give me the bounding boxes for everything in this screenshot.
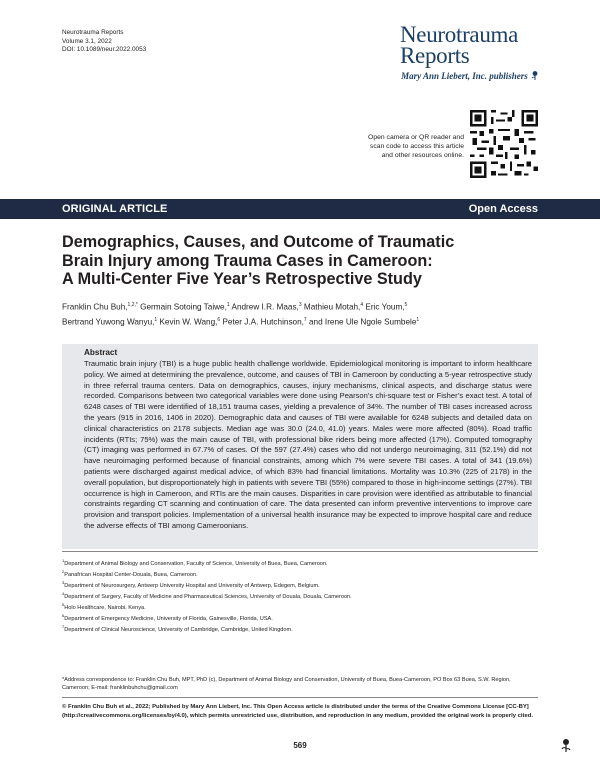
author-name: Germain Sotoing Taiwe, (137, 302, 227, 312)
author-line2 (62, 314, 542, 329)
logo-line2: Reports (400, 43, 470, 68)
author-name: Mathieu Motah, (301, 302, 361, 312)
author-name: Andrew I.R. Maas, (229, 302, 299, 312)
affiliation-item: $^7$Department of Clinical Neuroscience, University of Cambridge, Cambridge, United Kingdom. (62, 624, 293, 634)
author-affil: 1 (226, 302, 230, 308)
journal-doi: DOI: 10.1089/neur.2022.0053 (62, 46, 147, 54)
author-affil: 6 (217, 316, 221, 323)
article-type-label: ORIGINAL ARTICLE (62, 203, 168, 215)
publisher-tagline (400, 70, 540, 81)
author-name: and Irene Ule Ngole Sumbele (306, 317, 417, 327)
affiliation-item: $^2$Panafrican Hospital Center-Douala, Buea, Cameroon. (62, 569, 198, 578)
logo-line1: Neurotrauma (400, 22, 519, 47)
journal-logo (400, 24, 540, 81)
logo-title (400, 24, 540, 66)
affiliation-item: $^6$Department of Emergency Medicine, University of Florida, Gainesville, Florida, USA. (62, 613, 273, 623)
publisher-name: Mary Ann Liebert, Inc. publishers (401, 71, 528, 81)
author-affil: 7 (303, 316, 307, 323)
author-affil: 1,2,* (127, 302, 138, 308)
correspondence-note: *Address correspondence to: Franklin Chu Buh, MPT, PhD (c), Department of Animal Biology and Conservation, University of Buea, Buea-Cameroon, PO Box 63 Buea, S.W. Region, Cameroon; E-mail: franklinbuhchu@gmail.com (62, 677, 511, 692)
title-line1: Demographics, Causes, and Outcome of Traumatic (62, 233, 455, 251)
abstract-box (62, 344, 538, 549)
journal-meta (62, 29, 146, 55)
journal-name: Neurotrauma Reports (62, 29, 124, 36)
author-affil: 5 (404, 302, 408, 308)
author-name: Franklin Chu Buh, (62, 302, 128, 312)
affiliations (62, 557, 538, 634)
author-name: Peter J.A. Hutchinson, (220, 317, 304, 327)
author-affil: 3 (298, 302, 302, 308)
author-line1 (62, 299, 542, 314)
author-name: Bertrand Yuwong Wanyu, (62, 317, 155, 327)
qr-instructions (340, 133, 464, 160)
title-line3: A Multi-Center Five Year’s Retrospective Study (62, 270, 422, 289)
qr-note-line2: scan code to access this article (369, 143, 464, 150)
publisher-flower-icon (560, 738, 572, 752)
qr-code-icon[interactable] (470, 110, 538, 178)
author-affil: 1 (416, 316, 420, 323)
author-name: Eric Youm, (363, 302, 405, 312)
publisher-flower-icon (530, 70, 540, 80)
affiliation-item: $^3$Department of Neurosurgery, Antwerp University Hospital and University of Antwerp, Edegem, Belgium. (62, 580, 320, 589)
divider (62, 697, 538, 698)
journal-volume: Volume 3.1, 2022 (62, 37, 112, 45)
abstract-text: Traumatic brain injury (TBI) is a huge public health challenge worldwide. Epidemiological monitoring is important to inform healthcare policy. We aimed at determining the prevalence, outcome, and causes of TBI in Cameroon by conducting a 5-year retrospective study in three referral trauma centers. Data on demographics, causes, injury mechanisms, clinical aspects, and discharge status were recorded. Comparisons between two categorical variables were done using Pearson’s chi-square test or Fisher’s exact test. A total of 6248 cases of TBI were identified of 18,151 trauma cases, yielding a prevalence of 34%. The number of TBI cases increased across the years (915 in 2016, 1406 in 2020). Demographic data and causes of TBI were available for 6248 subjects and detailed data on clinical characteristics on 2178 subjects. Median age was 30.0 (24.0, 41.0) years. Males were more affected (80%). Road traffic incidents (RTIs; 75%) was the main cause of TBI, with professional bike riders being more affected (17%). Computed tomography (CT) imaging was performed in 67.7% of cases. Of the 597 (27.4%) cases who did not undergo neuroimaging, 311 (52.1%) did not have neuroimaging performed because of financial constraints, among which 7% were severe TBI cases. A total of 341 (19.6%) patients were discharged against medical advice, of which 83% had financial limitations. Mortality was 10.3% (225 of 2178) in the overall population, but disproportionately high in patients with severe TBI (55%) compared to those in high-income settings (27%). TBI occurrence is high in Cameroon, and RTIs are the main causes. Disparities in care provision were identified as attributable to financial constraints regarding CT scanning and continuation of care. The data presented can inform preventive interventions to improve care provision and transport policies. Implementation of a universal health insurance may be expected to improve hospital care and reduce the adverse effects of TBI among Cameroonians. (84, 359, 532, 530)
author-name: Kevin W. Wang, (157, 317, 218, 327)
article-type-band (0, 199, 600, 219)
author-affil: 1 (154, 316, 158, 323)
abstract-heading: Abstract (84, 348, 118, 357)
author-list (62, 299, 542, 328)
qr-note-line1: Open camera or QR reader and (368, 134, 464, 141)
affiliation-item: $^5$Holo Healthcare, Nairobi, Kenya. (62, 602, 146, 612)
title-line2: Brain Injury among Trauma Cases in Cameroon: (62, 251, 433, 270)
page-number: 569 (293, 741, 307, 750)
affiliation-item: $^4$Department of Surgery, Faculty of Medicine and Pharmaceutical Sciences, University of Douala, Douala, Cameroon. (62, 591, 352, 601)
open-access-label: Open Access (468, 203, 538, 215)
affiliation-item: $^1$Department of Animal Biology and Conservation, Faculty of Science, University of Buea, Buea, Cameroon. (62, 558, 328, 567)
author-affil: 4 (360, 302, 364, 308)
article-title (62, 233, 542, 289)
qr-note-line3: and other resources online. (381, 152, 464, 159)
license-note: © Franklin Chu Buh et al., 2022; Published by Mary Ann Liebert, Inc. This Open Access article is distributed under the terms of the Creative Commons License [CC-BY] (http://creativecommons.org/licenses/by/4.0), which permits unrestricted use, distribution, and reproduction in any medium, provided the original work is properly cited. (62, 704, 534, 719)
divider (62, 551, 538, 552)
